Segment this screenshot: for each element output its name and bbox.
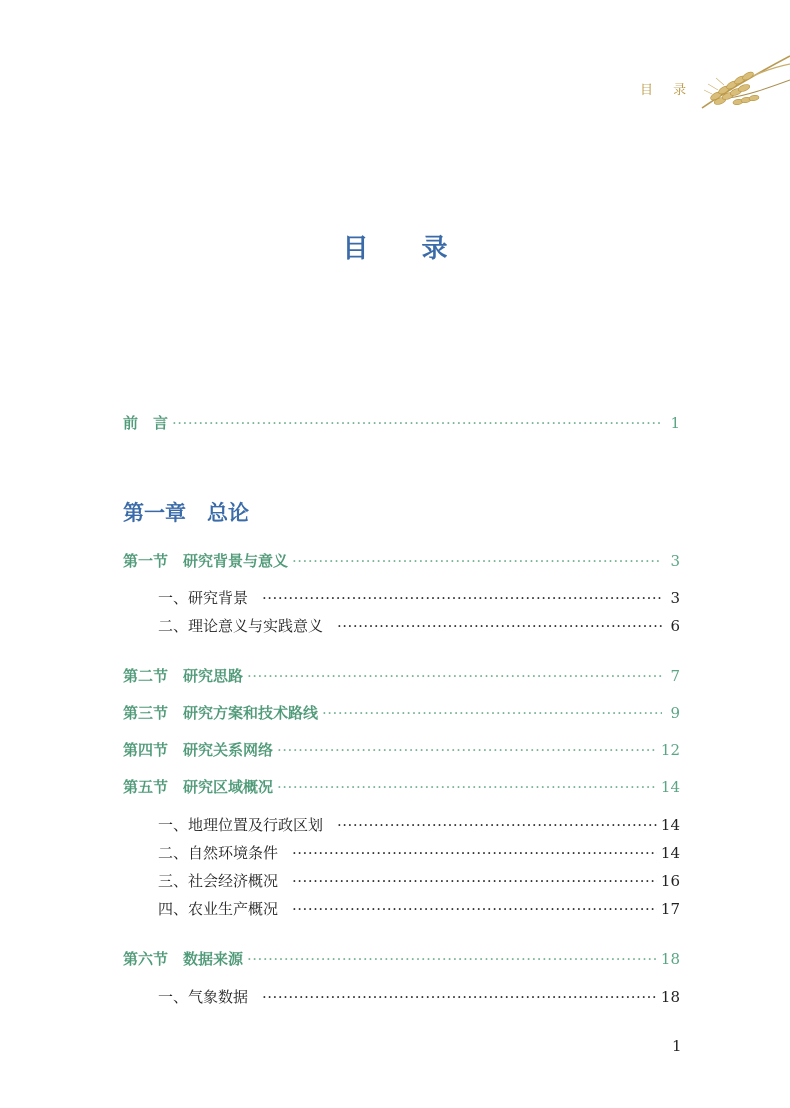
toc-entry-label: 前 言: [123, 414, 169, 432]
toc-page-number: 17: [660, 900, 680, 918]
chapter-heading: 第一章 总论: [123, 500, 249, 525]
toc-entry-subsection-5-2[interactable]: [158, 842, 680, 863]
toc-entry-label: 二、理论意义与实践意义: [158, 617, 324, 635]
toc-page-number: 18: [660, 988, 680, 1006]
toc-entry-subsection-1-2[interactable]: [158, 615, 680, 636]
toc-entry-subsection-5-3[interactable]: [158, 870, 680, 891]
toc-page-number: 7: [670, 667, 680, 685]
toc-page-number: 16: [660, 872, 680, 890]
toc-entry-label: 一、地理位置及行政区划: [158, 816, 324, 834]
toc-page-number: 9: [670, 704, 680, 722]
leader-dots: [172, 414, 662, 432]
page-number: 1: [672, 1037, 682, 1055]
toc-page-number: 14: [660, 816, 680, 834]
leader-dots: [292, 872, 657, 890]
leader-dots: [247, 950, 657, 968]
leader-dots: [322, 704, 662, 722]
toc-entry-section-3[interactable]: [123, 702, 680, 723]
leader-dots: [277, 778, 657, 796]
leader-dots: [262, 988, 657, 1006]
page-title: 目 录: [342, 234, 470, 264]
toc-page-number: 1: [670, 414, 680, 432]
toc-entry-label: 第三节 研究方案和技术路线: [123, 704, 319, 722]
toc-entry-section-2[interactable]: [123, 665, 680, 686]
toc-entry-section-6[interactable]: [123, 948, 680, 969]
leader-dots: [292, 844, 657, 862]
leader-dots: [292, 552, 662, 570]
toc-entry-preface[interactable]: [123, 412, 680, 433]
leader-dots: [262, 589, 662, 607]
leader-dots: [247, 667, 662, 685]
leader-dots: [337, 617, 662, 635]
toc-entry-label: 一、气象数据: [158, 988, 249, 1006]
toc-entry-subsection-6-1[interactable]: [158, 986, 680, 1007]
toc-page-number: 3: [670, 589, 680, 607]
toc-entry-subsection-5-4[interactable]: [158, 898, 680, 919]
toc-page-number: 12: [660, 741, 680, 759]
toc-entry-label: 四、农业生产概况: [158, 900, 279, 918]
toc-entry-label: 二、自然环境条件: [158, 844, 279, 862]
wheat-decoration-icon: [698, 38, 790, 112]
toc-entry-subsection-5-1[interactable]: [158, 814, 680, 835]
toc-entry-label: 第四节 研究关系网络: [123, 741, 274, 759]
toc-page-number: 3: [670, 552, 680, 570]
toc-entry-label: 第六节 数据来源: [123, 950, 244, 968]
toc-entry-label: 第二节 研究思路: [123, 667, 244, 685]
toc-entry-section-5[interactable]: [123, 776, 680, 797]
toc-entry-label: 第一节 研究背景与意义: [123, 552, 289, 570]
toc-entry-subsection-1-1[interactable]: [158, 587, 680, 608]
toc-page-number: 14: [660, 844, 680, 862]
leader-dots: [277, 741, 657, 759]
toc-entry-label: 第五节 研究区域概况: [123, 778, 274, 796]
leader-dots: [292, 900, 657, 918]
toc-entry-label: 一、研究背景: [158, 589, 249, 607]
running-header: 目 录: [640, 83, 695, 98]
toc-entry-label: 三、社会经济概况: [158, 872, 279, 890]
toc-entry-section-4[interactable]: [123, 739, 680, 760]
leader-dots: [337, 816, 657, 834]
toc-page-number: 18: [660, 950, 680, 968]
toc-entry-section-1[interactable]: [123, 550, 680, 571]
toc-page-number: 14: [660, 778, 680, 796]
toc-page-number: 6: [670, 617, 680, 635]
